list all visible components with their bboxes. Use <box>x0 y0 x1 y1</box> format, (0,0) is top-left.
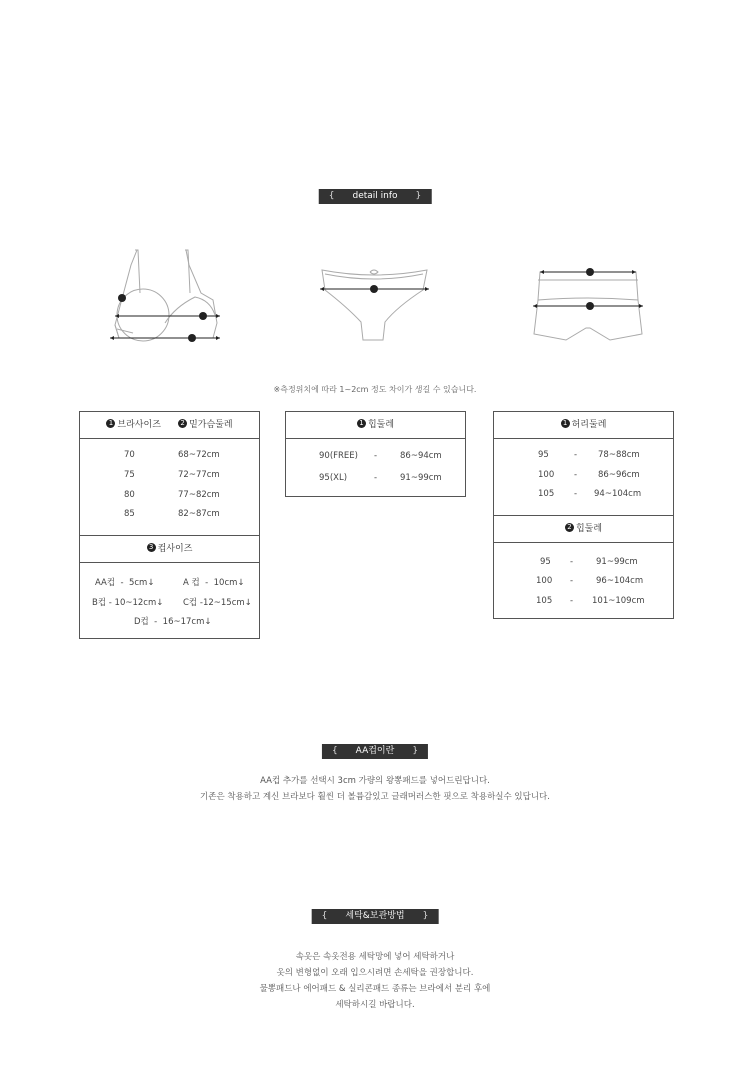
badge-1-icon: 1 <box>106 419 115 428</box>
table-row: - <box>574 470 578 480</box>
table-row: 100 <box>538 470 555 480</box>
bracket-close: } <box>422 911 429 921</box>
table-row: 105 <box>538 489 555 499</box>
table-row: 95 <box>540 557 551 567</box>
badge-1-icon: 1 <box>561 419 570 428</box>
panty-illustration <box>317 262 432 344</box>
underbust-label: 밑가슴둘레 <box>189 420 233 430</box>
table-row: 90(FREE) <box>319 451 358 461</box>
bra-table-header <box>80 412 259 439</box>
bracket-close: } <box>415 191 422 201</box>
section-tag-aa-cup <box>322 744 428 759</box>
section-title-detail: detail info <box>352 191 398 201</box>
table-row: 80 <box>124 490 135 500</box>
waist-table-header <box>494 412 673 439</box>
badge-1-icon: 1 <box>357 419 366 428</box>
table-row: - <box>374 451 378 461</box>
measurement-note: ※측정위치에 따라 1~2cm 정도 차이가 생길 수 있습니다. <box>273 385 477 394</box>
table-row: - <box>570 557 574 567</box>
table-row: 95(XL) <box>319 473 348 483</box>
waist-label: 허리둘레 <box>571 420 607 430</box>
hip-label: 힙둘레 <box>575 524 603 534</box>
table-row: 95 <box>538 450 549 460</box>
bracket-open: { <box>328 191 335 201</box>
aa-cup-description: AA컵 추가를 선택시 3cm 가량의 왕뽕패드를 넣어드린답니다. 기존은 착용하고 계신 브라보다 훨씬 더 볼륨감있고 글래머러스한 핏으로 착용하실수 있답니다. <box>200 776 550 802</box>
table-row: - <box>574 450 578 460</box>
bra-illustration <box>105 245 230 345</box>
table-row: 86~94cm <box>400 451 442 461</box>
table-row: 72~77cm <box>178 470 220 480</box>
hip-table-header <box>286 412 465 439</box>
bracket-open: { <box>331 746 338 756</box>
cup-row: AA컵 - 5cm↓ <box>95 578 155 588</box>
table-row: 96~104cm <box>596 576 644 586</box>
table-row: 91~99cm <box>400 473 442 483</box>
bracket-close: } <box>412 746 419 756</box>
waist-hip-table <box>493 411 674 619</box>
table-row: 101~109cm <box>592 596 645 606</box>
table-row: 91~99cm <box>596 557 638 567</box>
table-row: 100 <box>536 576 553 586</box>
section-tag-detail <box>319 189 432 204</box>
table-row: - <box>570 576 574 586</box>
cup-row: D컵 - 16~17cm↓ <box>134 617 212 627</box>
table-row: 70 <box>124 450 135 460</box>
section-title-washing: 세탁&보관방법 <box>345 911 405 921</box>
cup-row: A 컵 - 10cm↓ <box>183 578 245 588</box>
hip-size-table <box>285 411 466 497</box>
boxer-illustration <box>528 262 648 352</box>
table-row: - <box>374 473 378 483</box>
table-row: - <box>574 489 578 499</box>
table-row: 77~82cm <box>178 490 220 500</box>
hip-sub-header <box>494 515 673 543</box>
section-title-aa-cup: AA컵이란 <box>355 746 395 756</box>
cup-row: C컵 -12~15cm↓ <box>183 598 252 608</box>
cup-size-label: 컵사이즈 <box>157 544 193 554</box>
table-row: 82~87cm <box>178 509 220 519</box>
table-row: - <box>570 596 574 606</box>
section-tag-washing <box>312 909 439 924</box>
table-row: 85 <box>124 509 135 519</box>
table-row: 75 <box>124 470 135 480</box>
bra-size-table <box>79 411 260 639</box>
table-row: 86~96cm <box>598 470 640 480</box>
badge-2-icon: 2 <box>178 419 187 428</box>
table-row: 94~104cm <box>594 489 642 499</box>
cup-size-header <box>80 535 259 563</box>
badge-2-icon: 2 <box>565 523 574 532</box>
table-row: 68~72cm <box>178 450 220 460</box>
bracket-open: { <box>321 911 328 921</box>
hip-label: 힙둘레 <box>367 420 395 430</box>
washing-description: 속옷은 속옷전용 세탁망에 넣어 세탁하거나 옷의 변형없이 오래 입으시려면 손세탁을 권장합니다. 물뽕패드나 에어패드 & 실리콘패드 종류는 브라에서 분리 후에 세탁하시길 바랍니다. <box>259 952 491 1010</box>
table-row: 105 <box>536 596 553 606</box>
table-row: 78~88cm <box>598 450 640 460</box>
badge-3-icon: 3 <box>147 543 156 552</box>
cup-row: B컵 - 10~12cm↓ <box>92 598 164 608</box>
bra-size-label: 브라사이즈 <box>117 420 161 430</box>
